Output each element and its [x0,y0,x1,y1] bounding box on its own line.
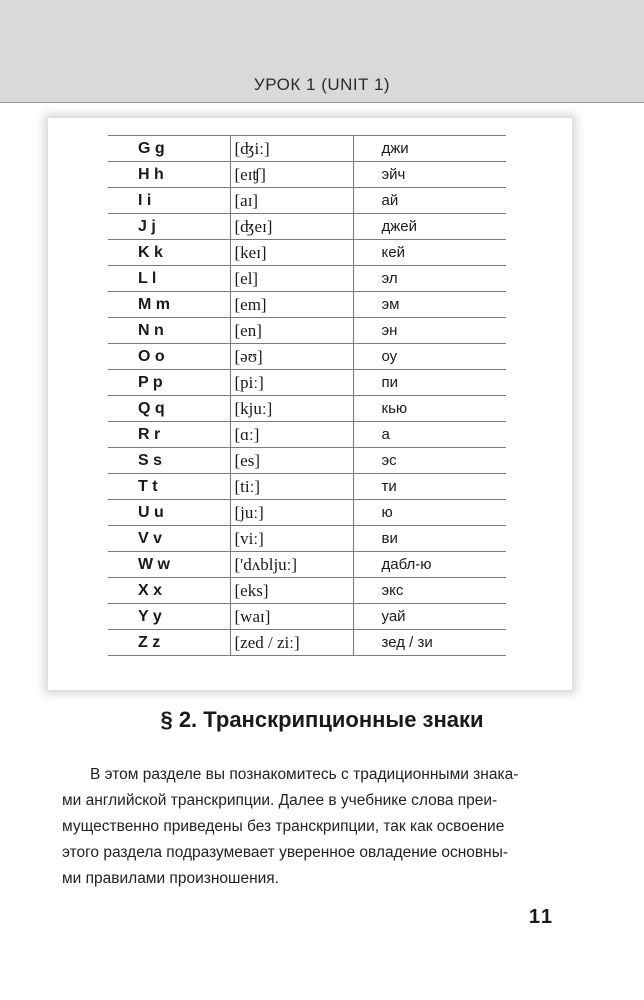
transcription-cell: [ɑː] [230,422,353,448]
russian-cell: эм [353,292,506,318]
transcription-cell: [waɪ] [230,604,353,630]
russian-cell: пи [353,370,506,396]
letter-cell: Z z [108,630,230,656]
russian-cell: эн [353,318,506,344]
russian-cell: кей [353,240,506,266]
table-row [108,188,506,214]
transcription-cell: [tiː] [230,474,353,500]
table-row [108,578,506,604]
table-row [108,344,506,370]
russian-cell: ю [353,500,506,526]
transcription-cell: [eks] [230,578,353,604]
russian-cell: дабл-ю [353,552,506,578]
table-row [108,448,506,474]
russian-cell: ви [353,526,506,552]
paragraph-line: ми правилами произношения. [62,870,279,887]
table-row [108,552,506,578]
table-row [108,162,506,188]
letter-cell: P p [108,370,230,396]
transcription-cell: [piː] [230,370,353,396]
transcription-cell: [el] [230,266,353,292]
russian-cell: зед / зи [353,630,506,656]
russian-cell: оу [353,344,506,370]
russian-cell: кью [353,396,506,422]
letter-cell: S s [108,448,230,474]
paragraph-line: ми английской транскрипции. Далее в учебнике слова преи- [62,792,498,809]
paragraph-line: В этом разделе вы познакомитесь с традиционными знака- [90,766,519,783]
paragraph-line: мущественно приведены без транскрипции, так как освоение [62,818,505,835]
table-row [108,318,506,344]
table-row [108,214,506,240]
letter-cell: R r [108,422,230,448]
body-paragraph [62,762,552,892]
russian-cell: уай [353,604,506,630]
russian-cell: ти [353,474,506,500]
table-row [108,630,506,656]
paragraph-line: этого раздела подразумевает уверенное овладение основны- [62,844,509,861]
table-row [108,500,506,526]
transcription-cell: [əʊ] [230,344,353,370]
table-row [108,292,506,318]
page-number: 11 [528,906,554,928]
table-row [108,396,506,422]
table-row [108,266,506,292]
section-title: § 2. Транскрипционные знаки [160,707,484,732]
letter-cell: K k [108,240,230,266]
russian-cell: джи [353,136,506,162]
russian-cell: ай [353,188,506,214]
russian-cell: экс [353,578,506,604]
transcription-cell: [em] [230,292,353,318]
letter-cell: T t [108,474,230,500]
russian-cell: а [353,422,506,448]
alphabet-table [108,135,506,656]
letter-cell: W w [108,552,230,578]
transcription-cell: [ʤiː] [230,136,353,162]
running-title: УРОК 1 (UNIT 1) [253,75,391,94]
letter-cell: I i [108,188,230,214]
transcription-cell: [aɪ] [230,188,353,214]
letter-cell: H h [108,162,230,188]
table-row [108,604,506,630]
alphabet-table-body [108,136,506,656]
table-row [108,240,506,266]
letter-cell: N n [108,318,230,344]
table-row [108,474,506,500]
letter-cell: L l [108,266,230,292]
transcription-cell: [zed / ziː] [230,630,353,656]
russian-cell: джей [353,214,506,240]
letter-cell: V v [108,526,230,552]
table-row [108,422,506,448]
letter-cell: X x [108,578,230,604]
letter-cell: M m [108,292,230,318]
transcription-cell: [ʤeɪ] [230,214,353,240]
letter-cell: O o [108,344,230,370]
letter-cell: U u [108,500,230,526]
transcription-cell: [kjuː] [230,396,353,422]
russian-cell: эл [353,266,506,292]
russian-cell: эс [353,448,506,474]
transcription-cell: [viː] [230,526,353,552]
table-row [108,136,506,162]
transcription-cell: [eɪʧ] [230,162,353,188]
letter-cell: Y y [108,604,230,630]
letter-cell: G g [108,136,230,162]
transcription-cell: [en] [230,318,353,344]
transcription-cell: [keɪ] [230,240,353,266]
table-row [108,526,506,552]
russian-cell: эйч [353,162,506,188]
transcription-cell: [es] [230,448,353,474]
letter-cell: Q q [108,396,230,422]
letter-cell: J j [108,214,230,240]
transcription-cell: [juː] [230,500,353,526]
transcription-cell: ['dʌbljuː] [230,552,353,578]
table-row [108,370,506,396]
